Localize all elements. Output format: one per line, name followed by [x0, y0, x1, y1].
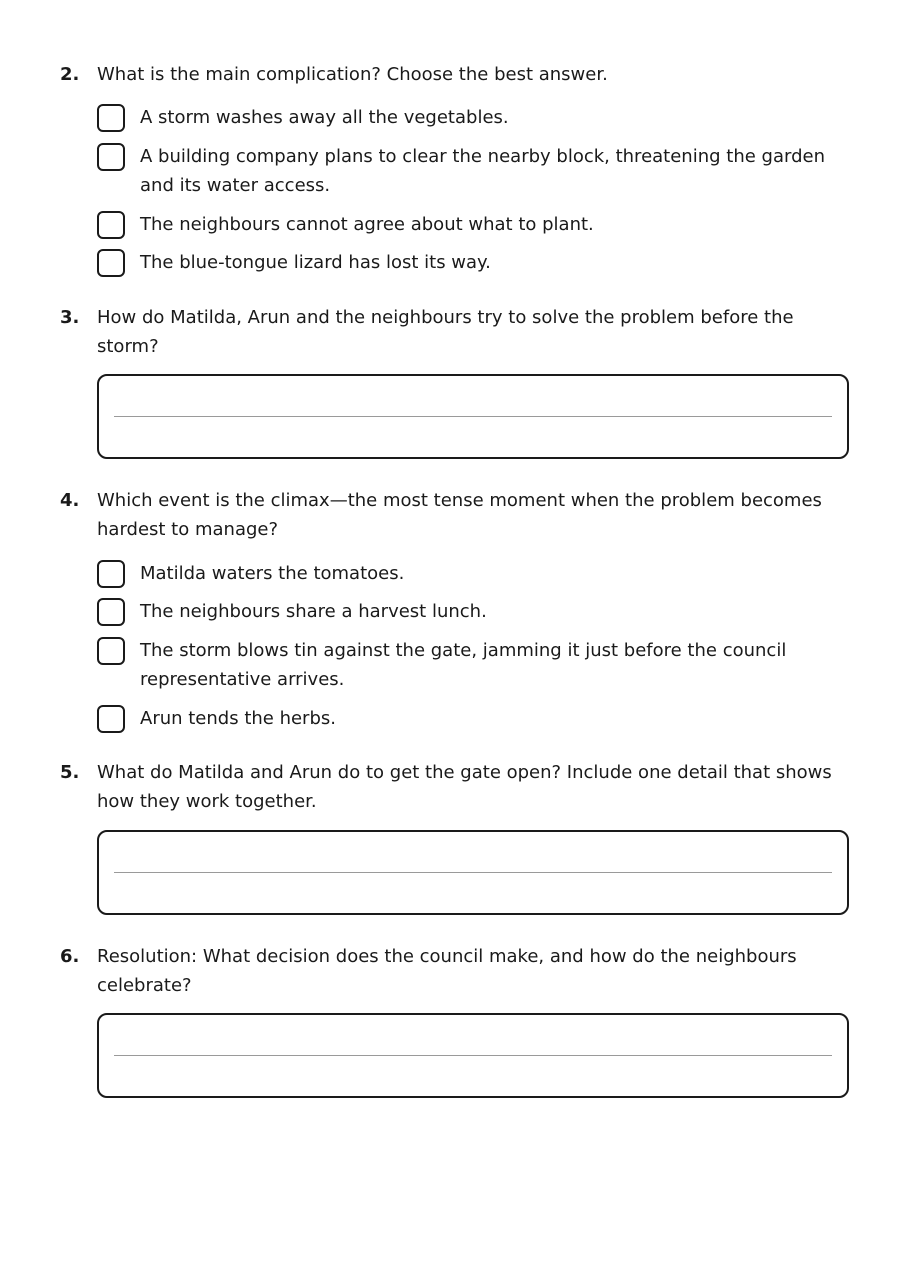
question-text: How do Matilda, Arun and the neighbours try to solve the problem before the storm?: [97, 307, 794, 357]
option-text: The neighbours share a harvest lunch.: [140, 601, 487, 622]
checkbox[interactable]: [97, 637, 125, 665]
question-number: 6.: [60, 946, 80, 967]
question-text: Resolution: What decision does the council make, and how do the neighbours celebrate?: [97, 946, 797, 996]
option-text: The neighbours cannot agree about what to plant.: [140, 214, 594, 235]
checkbox[interactable]: [97, 143, 125, 171]
checkbox[interactable]: [97, 705, 125, 733]
option-text: A storm washes away all the vegetables.: [140, 107, 509, 128]
writing-line: [114, 416, 832, 417]
option-text: Matilda waters the tomatoes.: [140, 563, 405, 584]
question-text: What is the main complication? Choose the best answer.: [97, 64, 608, 85]
checkbox[interactable]: [97, 249, 125, 277]
q6-answer-box[interactable]: [97, 1013, 849, 1098]
checkbox[interactable]: [97, 598, 125, 626]
checkbox[interactable]: [97, 104, 125, 132]
question-number: 4.: [60, 490, 80, 511]
question-number: 3.: [60, 307, 80, 328]
option-text: A building company plans to clear the nearby block, threatening the garden and its water access.: [140, 146, 825, 196]
q5-answer-box[interactable]: [97, 830, 849, 915]
q3-answer-box[interactable]: [97, 374, 849, 459]
question-text: What do Matilda and Arun do to get the gate open? Include one detail that shows how they work together.: [97, 762, 832, 812]
option-text: Arun tends the herbs.: [140, 708, 336, 729]
question-number: 2.: [60, 64, 80, 85]
question-text: Which event is the climax—the most tense moment when the problem becomes hardest to manage?: [97, 490, 822, 540]
checkbox[interactable]: [97, 211, 125, 239]
option-text: The blue-tongue lizard has lost its way.: [140, 252, 491, 273]
question-number: 5.: [60, 762, 80, 783]
writing-line: [114, 872, 832, 873]
writing-line: [114, 1055, 832, 1056]
option-text: The storm blows tin against the gate, jamming it just before the council representative arrives.: [140, 640, 787, 690]
checkbox[interactable]: [97, 560, 125, 588]
